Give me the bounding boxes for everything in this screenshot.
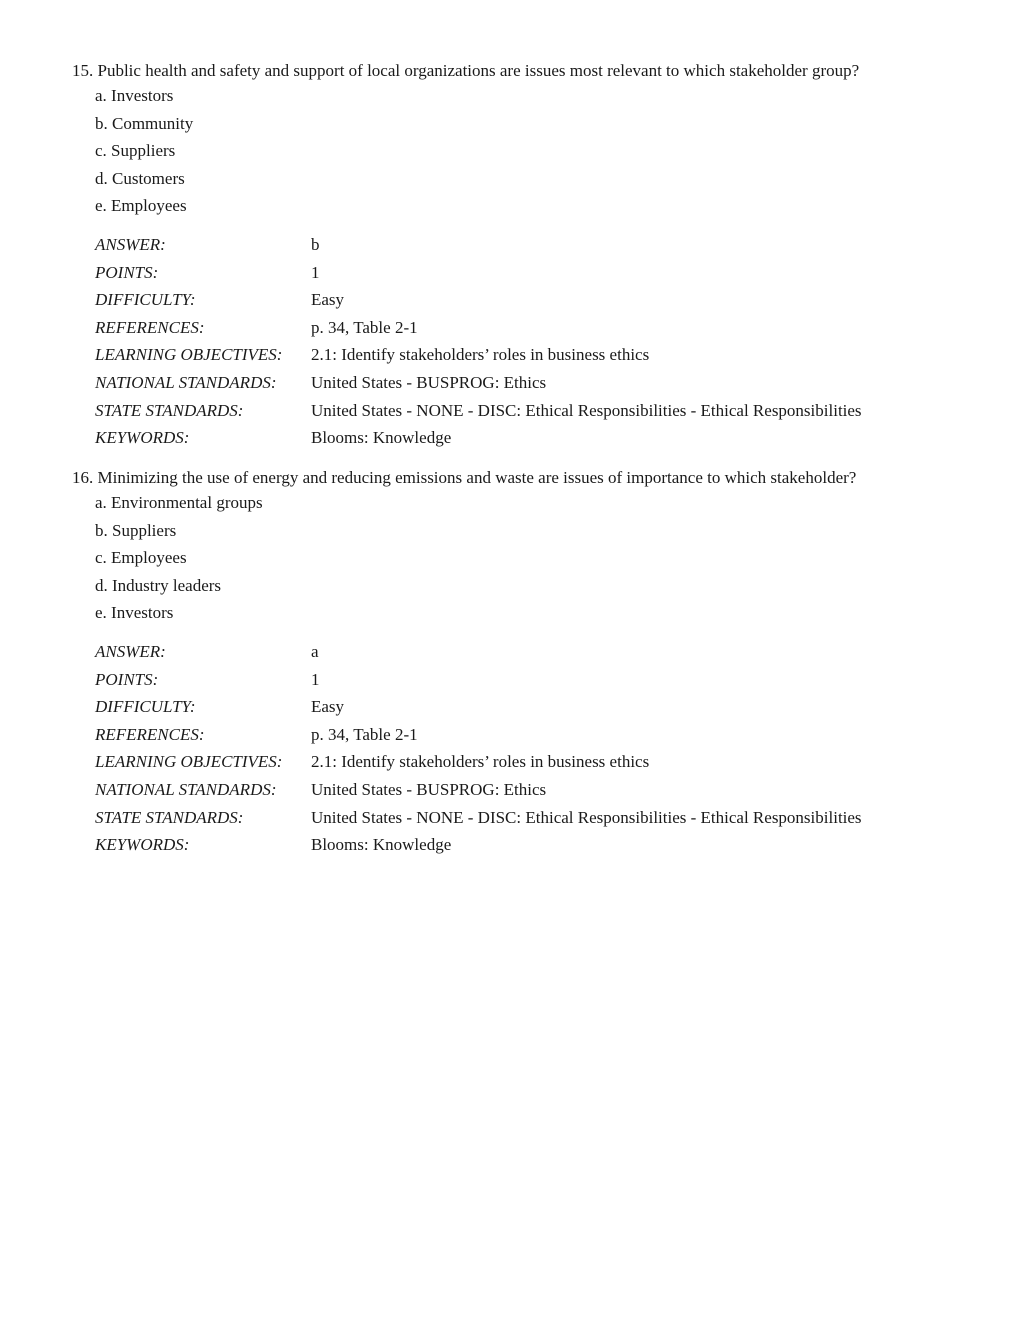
- meta-row-difficulty: [95, 693, 862, 721]
- question-15: [72, 60, 984, 452]
- meta-value: 2.1: Identify stakeholders’ roles in business ethics: [311, 752, 650, 772]
- meta-value: a: [311, 641, 319, 661]
- meta-row-points: [95, 259, 862, 287]
- option-list: [95, 82, 984, 220]
- option-c: c. Employees: [95, 548, 187, 568]
- meta-row-state-standards: [95, 804, 862, 832]
- meta-value: United States - BUSPROG: Ethics: [311, 372, 547, 392]
- meta-label: LEARNING OBJECTIVES:: [95, 345, 283, 365]
- option-a: a. Investors: [95, 86, 174, 105]
- option-c: c. Suppliers: [95, 141, 176, 161]
- question-stem: 15. Public health and safety and support of local organizations are issues most relevant to which stakeholder group?: [72, 61, 860, 80]
- meta-label: REFERENCES:: [95, 317, 205, 337]
- meta-label: STATE STANDARDS:: [95, 400, 244, 420]
- meta-label: NATIONAL STANDARDS:: [95, 372, 277, 392]
- meta-label: DIFFICULTY:: [95, 697, 196, 717]
- meta-label: REFERENCES:: [95, 724, 205, 744]
- meta-value: p. 34, Table 2-1: [311, 317, 418, 337]
- option-a: a. Environmental groups: [95, 493, 263, 512]
- meta-label: STATE STANDARDS:: [95, 807, 244, 827]
- meta-value: United States - BUSPROG: Ethics: [311, 779, 547, 799]
- meta-label: LEARNING OBJECTIVES:: [95, 752, 283, 772]
- option-b: b. Suppliers: [95, 520, 177, 540]
- question-16: [72, 467, 984, 859]
- meta-label: POINTS:: [95, 262, 159, 282]
- meta-label: ANSWER:: [95, 234, 166, 254]
- meta-row-answer: [95, 638, 862, 666]
- meta-value: p. 34, Table 2-1: [311, 724, 418, 744]
- question-metadata-table: [95, 231, 862, 452]
- meta-label: KEYWORDS:: [95, 835, 190, 855]
- meta-label: ANSWER:: [95, 641, 166, 661]
- option-e: e. Employees: [95, 196, 187, 216]
- meta-value: 1: [311, 262, 320, 282]
- meta-value: United States - NONE - DISC: Ethical Responsibilities - Ethical Responsibilities: [311, 807, 862, 827]
- meta-value: United States - NONE - DISC: Ethical Responsibilities - Ethical Responsibilities: [311, 400, 862, 420]
- meta-row-learning-objectives: [95, 748, 862, 776]
- meta-label: KEYWORDS:: [95, 428, 190, 448]
- meta-row-national-standards: [95, 776, 862, 804]
- meta-value: 2.1: Identify stakeholders’ roles in business ethics: [311, 345, 650, 365]
- question-metadata-table: [95, 638, 862, 859]
- meta-row-answer: [95, 231, 862, 259]
- meta-row-points: [95, 666, 862, 694]
- meta-row-keywords: [95, 831, 862, 859]
- option-d: d. Industry leaders: [95, 575, 222, 595]
- meta-value: Easy: [311, 697, 345, 717]
- meta-row-references: [95, 314, 862, 342]
- meta-row-difficulty: [95, 286, 862, 314]
- question-stem: 16. Minimizing the use of energy and reducing emissions and waste are issues of importance to which stakeholder?: [72, 468, 857, 487]
- meta-label: NATIONAL STANDARDS:: [95, 779, 277, 799]
- meta-value: Blooms: Knowledge: [311, 835, 452, 855]
- option-b: b. Community: [95, 113, 194, 133]
- meta-row-national-standards: [95, 369, 862, 397]
- meta-label: DIFFICULTY:: [95, 290, 196, 310]
- meta-row-learning-objectives: [95, 341, 862, 369]
- meta-row-state-standards: [95, 397, 862, 425]
- option-d: d. Customers: [95, 168, 185, 188]
- meta-row-keywords: [95, 424, 862, 452]
- meta-value: b: [311, 234, 320, 254]
- option-e: e. Investors: [95, 603, 174, 623]
- option-list: [95, 489, 984, 627]
- meta-row-references: [95, 721, 862, 749]
- meta-value: 1: [311, 669, 320, 689]
- meta-value: Blooms: Knowledge: [311, 428, 452, 448]
- meta-label: POINTS:: [95, 669, 159, 689]
- meta-value: Easy: [311, 290, 345, 310]
